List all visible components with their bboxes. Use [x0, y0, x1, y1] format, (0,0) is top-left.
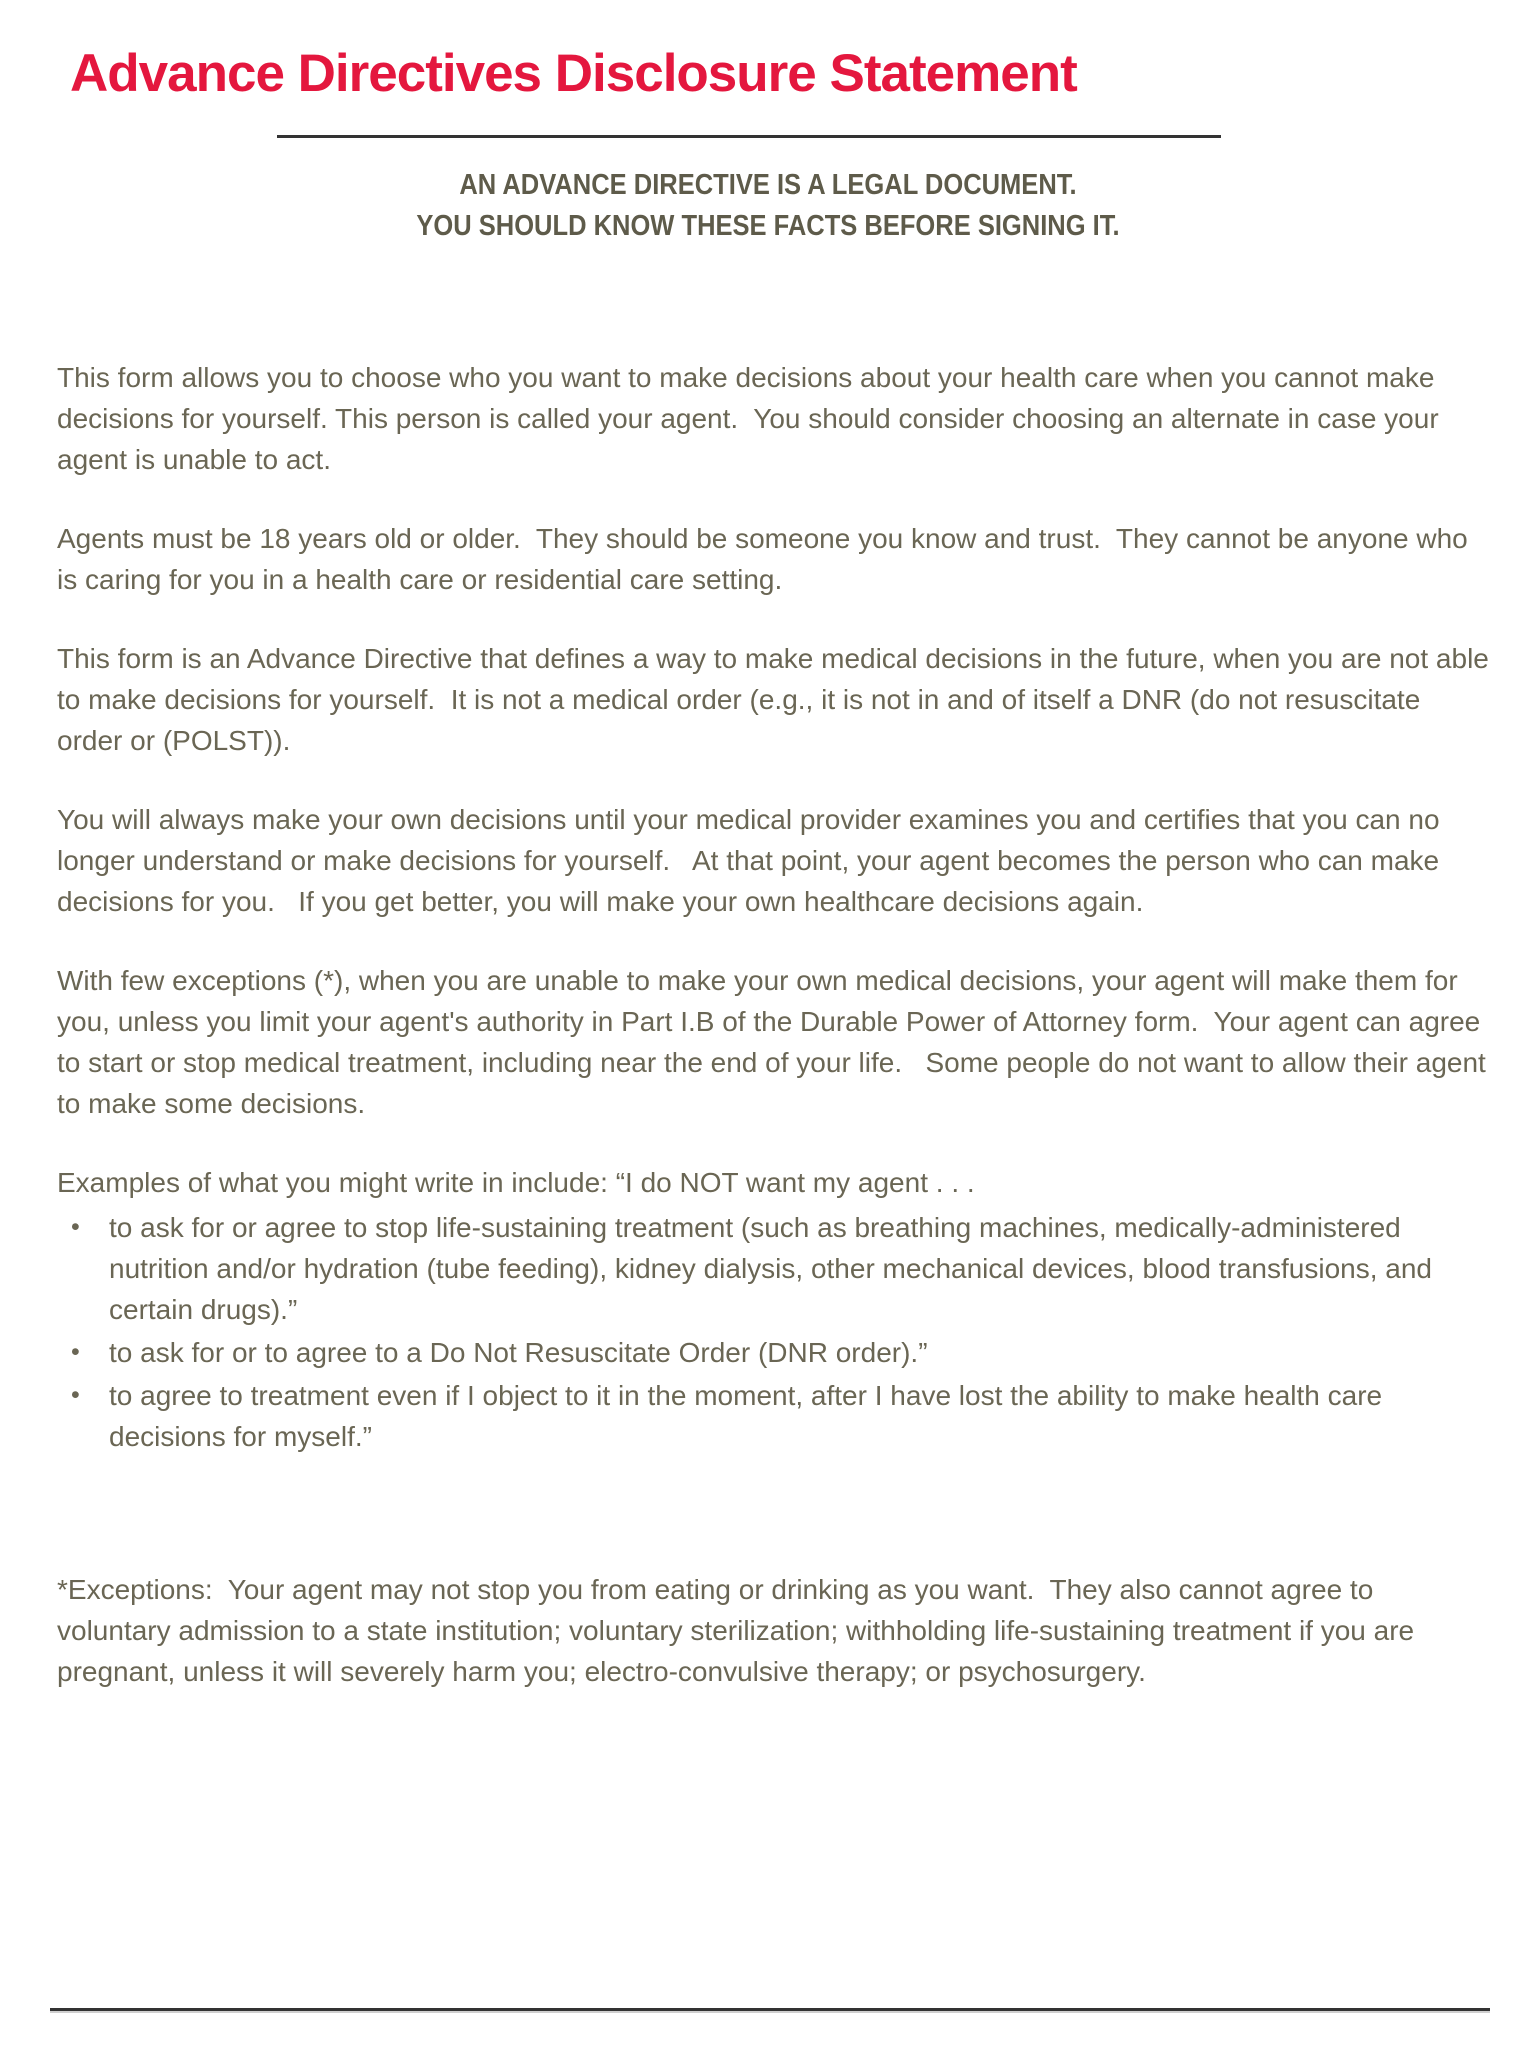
body-paragraph: This form is an Advance Directive that defines a way to make medical decisions in the future, when you are not able to make decisions for yourself. It is not a medical order (e.g., it is not in and of itself a DNR (do not resuscitate order or (POLST)). [57, 643, 1497, 757]
body-paragraph: This form allows you to choose who you want to make decisions about your health care when you cannot make decisions for yourself. This person is called your agent. You should consider choosing an alternate in case your agent is unable to act. [57, 362, 1447, 476]
bottom-rule [50, 2008, 1490, 2013]
heading-line-2: YOU SHOULD KNOW THESE FACTS BEFORE SIGNING IT. [416, 210, 1120, 243]
bullet-text: to ask for or to agree to a Do Not Resuscitate Order (DNR order).” [109, 1337, 928, 1369]
body-paragraph: Agents must be 18 years old or older. They should be someone you know and trust. They cannot be anyone who is caring for you in a health care or residential care setting. [57, 523, 1476, 596]
examples-list [71, 1207, 1490, 1457]
body-paragraph: With few exceptions (*), when you are unable to make your own medical decisions, your agent will make them for you, unless you limit your agent's authority in Part I.B of the Durable Power of Attorney form. Your agent can agree to start or stop medical treatment, including near the end of your life. Some people do not want to allow their agent to make some decisions. [57, 965, 1494, 1120]
bullet-icon: • [71, 1213, 80, 1242]
legal-heading [92, 165, 1444, 247]
bullet-text: to ask for or agree to stop life-sustaining treatment (such as breathing machines, medically-administered nutrition and/or hydration (tube feeding), kidney dialysis, other mechanical devices, blood transfusions, and certain drugs).” [109, 1212, 1440, 1326]
exceptions-paragraph: *Exceptions: Your agent may not stop you from eating or drinking as you want. They also cannot agree to voluntary admission to a state institution; voluntary sterilization; withholding life-sustaining treatment if you are pregnant, unless it will severely harm you; electro-convulsive therapy; or psychosurgery. [57, 1574, 1422, 1688]
document-body [57, 357, 1497, 1692]
title-underline [277, 135, 1221, 138]
heading-line-1: AN ADVANCE DIRECTIVE IS A LEGAL DOCUMENT. [459, 169, 1077, 202]
bullet-text: to agree to treatment even if I object to it in the moment, after I have lost the ability to make health care decisions for myself.” [109, 1380, 1390, 1453]
bullet-icon: • [71, 1381, 80, 1410]
example-item [71, 1207, 1490, 1330]
page-title: Advance Directives Disclosure Statement [70, 44, 1077, 103]
example-item [71, 1332, 1490, 1373]
example-item [71, 1375, 1490, 1457]
examples-intro: Examples of what you might write in include: “I do NOT want my agent . . . [57, 1167, 975, 1199]
bullet-icon: • [71, 1338, 80, 1367]
body-paragraph: You will always make your own decisions until your medical provider examines you and certifies that you can no longer understand or make decisions for yourself. At that point, your agent becomes the person who can make decisions for you. If you get better, you will make your own healthcare decisions again. [57, 804, 1448, 918]
